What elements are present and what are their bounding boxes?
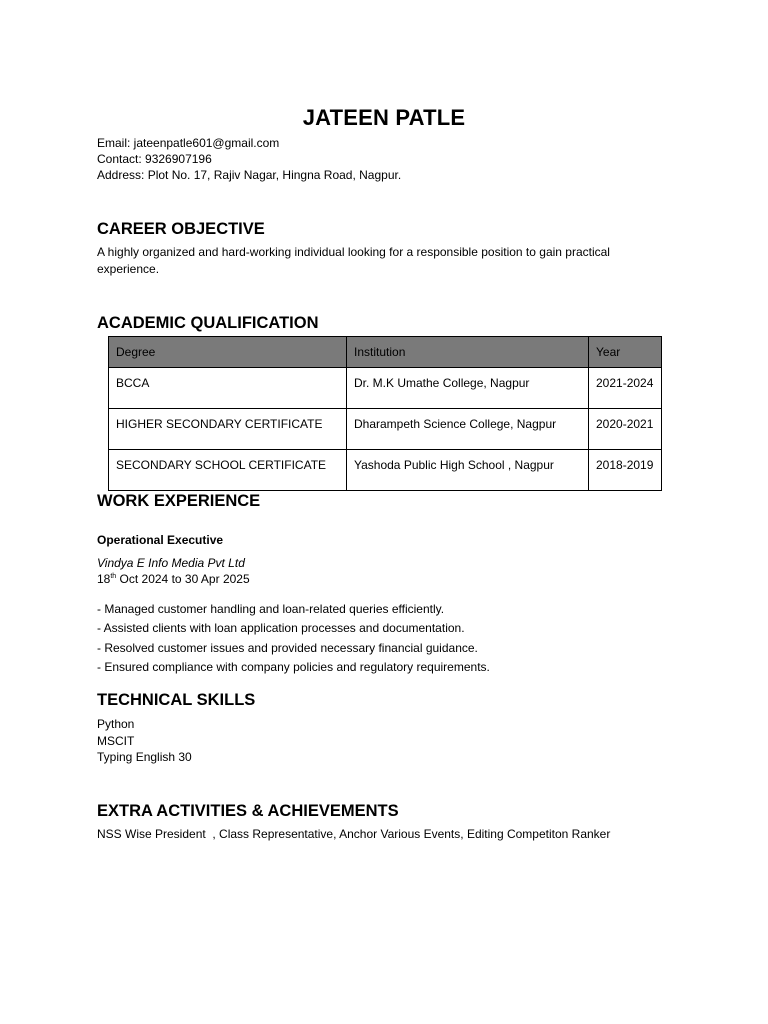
career-objective-text: A highly organized and hard-working individual looking for a responsible position to gain practical experience.	[97, 245, 610, 276]
start-day: 18	[97, 572, 111, 586]
degree-cell: SECONDARY SCHOOL CERTIFICATE	[109, 450, 347, 491]
list-item: - Resolved customer issues and provided necessary financial guidance.	[97, 640, 478, 655]
list-item: - Assisted clients with loan application processes and documentation.	[97, 621, 465, 636]
institution-cell: Yashoda Public High School , Nagpur	[347, 450, 589, 491]
academic-qualification-table	[108, 336, 662, 491]
institution-cell: Dharampeth Science College, Nagpur	[347, 409, 589, 450]
phone-line: Contact: 9326907196	[97, 152, 212, 166]
address-line: Address: Plot No. 17, Rajiv Nagar, Hingna Road, Nagpur.	[97, 168, 402, 182]
table-row	[109, 450, 662, 491]
column-header-year: Year	[589, 337, 662, 368]
year-cell: 2021-2024	[589, 368, 662, 409]
table-header-row	[109, 337, 662, 368]
degree-cell: BCCA	[109, 368, 347, 409]
table-row	[109, 368, 662, 409]
list-item: - Managed customer handling and loan-related queries efficiently.	[97, 602, 445, 616]
list-item: Python	[97, 717, 135, 731]
institution-cell: Dr. M.K Umathe College, Nagpur	[347, 368, 589, 409]
extra-activities-text: NSS Wise President , Class Representative, Anchor Various Events, Editing Competiton Ranker	[97, 827, 611, 841]
extra-activities-heading: EXTRA ACTIVITIES & ACHIEVEMENTS	[97, 802, 399, 820]
technical-skills-heading: TECHNICAL SKILLS	[97, 691, 256, 709]
year-cell: 2018-2019	[589, 450, 662, 491]
company-name: Vindya E Info Media Pvt Ltd	[97, 556, 245, 570]
list-item: Typing English 30	[97, 750, 192, 764]
career-objective-heading: CAREER OBJECTIVE	[97, 220, 265, 238]
candidate-name: JATEEN PATLE	[302, 105, 466, 130]
email-line: Email: jateenpatle601@gmail.com	[97, 136, 280, 150]
technical-skills-list	[97, 716, 192, 766]
ordinal-suffix: th	[110, 573, 117, 580]
job-title: Operational Executive	[97, 533, 224, 547]
table-row	[109, 409, 662, 450]
column-header-degree: Degree	[109, 337, 347, 368]
date-range-rest: Oct 2024 to 30 Apr 2025	[116, 572, 250, 586]
column-header-institution: Institution	[347, 337, 589, 368]
job-duties-list	[97, 600, 490, 677]
degree-cell: HIGHER SECONDARY CERTIFICATE	[109, 409, 347, 450]
list-item: - Ensured compliance with company policies and regulatory requirements.	[97, 659, 490, 674]
contact-block	[97, 135, 401, 183]
employment-dates	[97, 571, 250, 587]
list-item: MSCIT	[97, 733, 135, 748]
work-experience-heading: WORK EXPERIENCE	[97, 492, 261, 510]
year-cell: 2020-2021	[589, 409, 662, 450]
academic-qualification-heading: ACADEMIC QUALIFICATION	[97, 314, 319, 332]
